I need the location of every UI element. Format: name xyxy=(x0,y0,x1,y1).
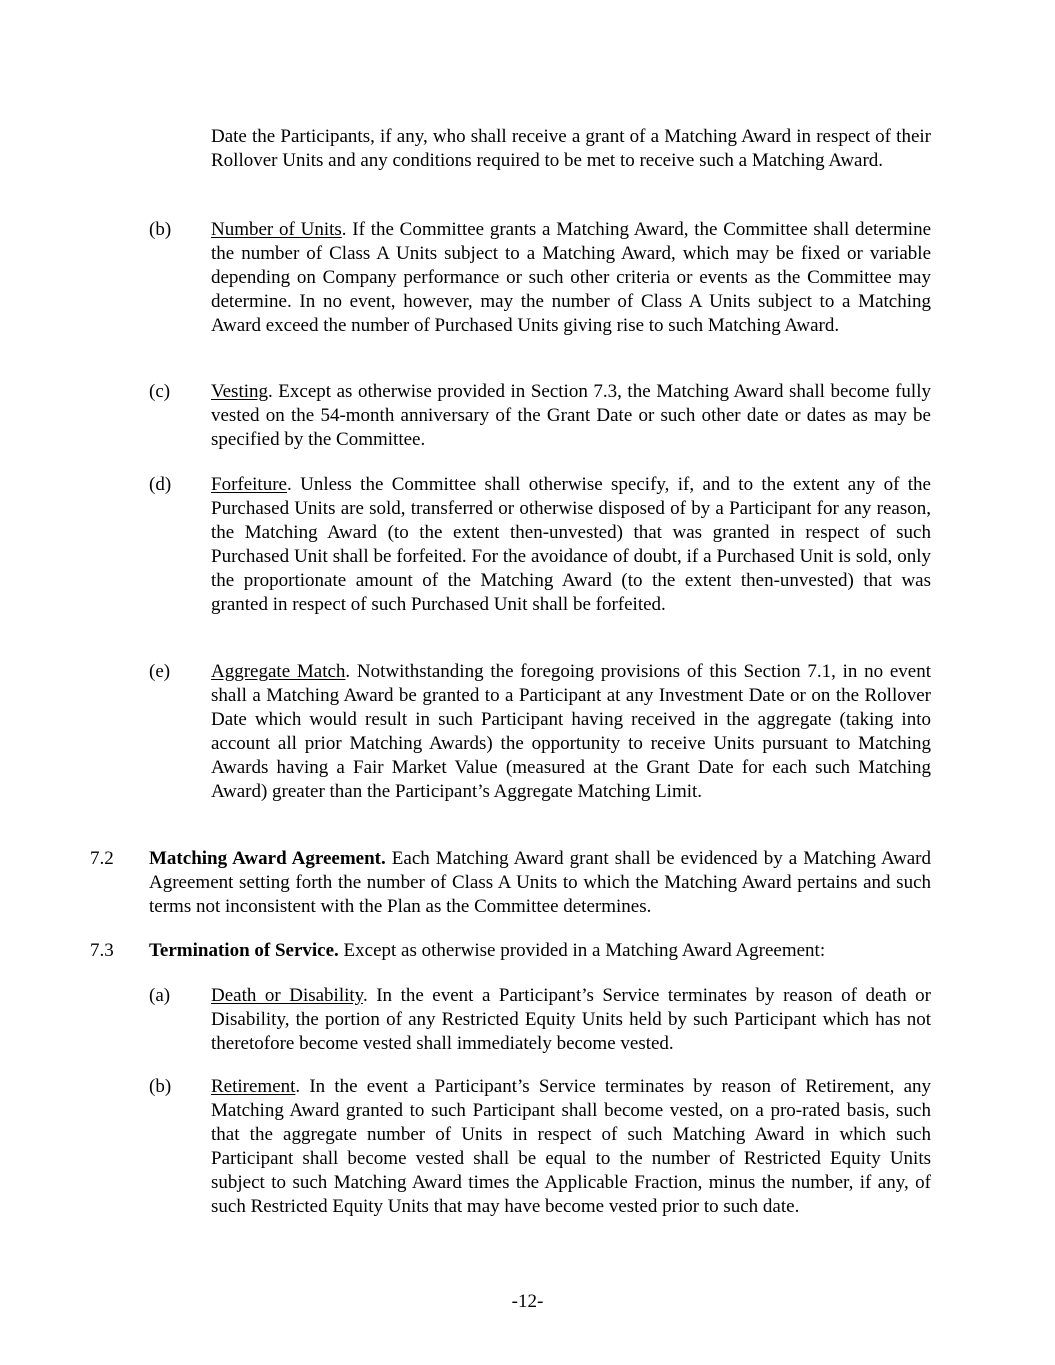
item-heading: Vesting xyxy=(211,381,268,402)
item-text: . Except as otherwise provided in Section 7.3, the Matching Award shall become fully vested on the 54-month anniversary of the Grant Date or such other date or dates as may be specified by the Committee. xyxy=(211,381,931,450)
section-7-3-number: 7.3 xyxy=(90,940,114,961)
section-text: Each Matching Award grant shall be evidenced by a Matching Award Agreement setting forth the number of Class A Units to which the Matching Award pertains and such terms not inconsistent with the Plan as the Committee determines. xyxy=(149,848,932,917)
item-b-label: (b) xyxy=(149,219,172,240)
section-heading: Termination of Service. xyxy=(149,940,339,961)
item-heading: Death or Disability xyxy=(211,985,363,1006)
section-text: Except as otherwise provided in a Matching Award Agreement: xyxy=(338,940,826,961)
item-heading: Number of Units xyxy=(211,219,342,240)
item-c-label: (c) xyxy=(149,381,171,402)
item-text: . In the event a Participant’s Service terminates by reason of Retirement, any Matching Award granted to such Participant shall become vested, on a pro-rated basis, such that the aggregate number of Units in respect of such Matching Award in which such Participant shall become vested shall be equal to the number of Restricted Equity Units subject to such Matching Award times the Applicable Fraction, minus the number, if any, of such Restricted Equity Units that may have become vested prior to such date. xyxy=(211,1076,931,1217)
item-number-of-units xyxy=(211,218,931,338)
section-7-2 xyxy=(149,847,931,919)
item-text: . In the event a Participant’s Service terminates by reason of death or Disability, the portion of any Restricted Equity Units held by such Participant which has not theretofore become vested shall immediately become vested. xyxy=(211,985,932,1054)
section-7-2-number: 7.2 xyxy=(90,848,114,869)
item-heading: Forfeiture xyxy=(211,474,287,495)
item-aggregate-match xyxy=(211,660,931,804)
item-a-label: (a) xyxy=(149,985,171,1006)
item-b-label: (b) xyxy=(149,1076,172,1097)
item-text: . If the Committee grants a Matching Award, the Committee shall determine the number of Class A Units subject to a Matching Award, which may be fixed or variable depending on Company performance or such other criteria or events as the Committee may determine. In no event, however, may the number of Class A Units subject to a Matching Award exceed the number of Purchased Units giving rise to such Matching Award. xyxy=(211,219,931,336)
item-retirement xyxy=(211,1075,931,1219)
item-forfeiture xyxy=(211,473,931,617)
item-e-label: (e) xyxy=(149,661,171,682)
item-heading: Retirement xyxy=(211,1076,296,1097)
item-text: . Notwithstanding the foregoing provisions of this Section 7.1, in no event shall a Matching Award be granted to a Participant at any Investment Date or on the Rollover Date which would result in such Participant having received in the aggregate (taking into account all prior Matching Awards) the opportunity to receive Units pursuant to Matching Awards having a Fair Market Value (measured at the Grant Date for each such Matching Award) greater than the Participant’s Aggregate Matching Limit. xyxy=(211,661,932,802)
item-d-label: (d) xyxy=(149,474,172,495)
page-number: -12- xyxy=(511,1291,544,1312)
section-heading: Matching Award Agreement. xyxy=(149,848,386,869)
intro-paragraph xyxy=(211,125,931,173)
section-7-3 xyxy=(149,939,931,963)
intro-text: Date the Participants, if any, who shall receive a grant of a Matching Award in respect of their Rollover Units and any conditions required to be met to receive such a Matching Award. xyxy=(211,126,931,171)
item-vesting xyxy=(211,380,931,452)
item-heading: Aggregate Match xyxy=(211,661,346,682)
item-death-or-disability xyxy=(211,984,931,1056)
item-text: . Unless the Committee shall otherwise specify, if, and to the extent any of the Purchased Units are sold, transferred or otherwise disposed of by a Participant for any reason, the Matching Award (to the extent then-unvested) that was granted in respect of such Purchased Unit shall be forfeited. For the avoidance of doubt, if a Purchased Unit is sold, only the proportionate amount of the Matching Award (to the extent then-unvested) that was granted in respect of such Purchased Unit shall be forfeited. xyxy=(211,474,931,615)
